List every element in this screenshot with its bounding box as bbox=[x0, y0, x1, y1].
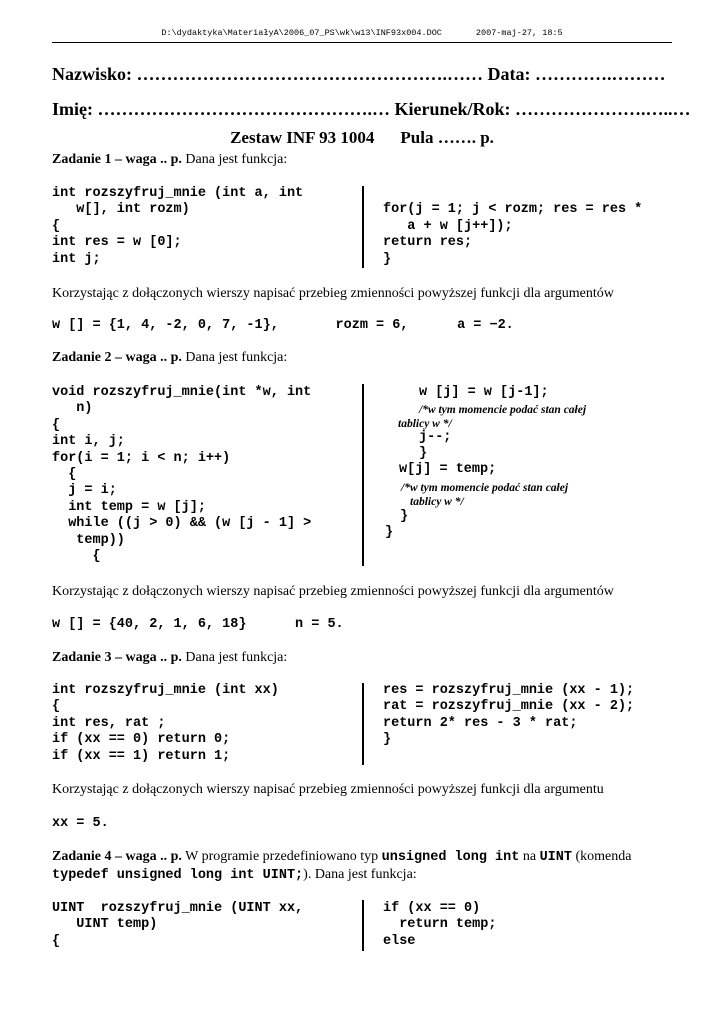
task-1-heading bbox=[52, 152, 287, 168]
task-1-intro: Dana jest funkcja: bbox=[181, 152, 288, 167]
task-2-intro: Dana jest funkcja: bbox=[181, 350, 288, 365]
task-4-inline-code: UINT bbox=[539, 850, 572, 865]
task-3-intro: Dana jest funkcja: bbox=[181, 650, 288, 665]
file-path: D:\dydaktyka\MateriałyA\2006_07_PS\wk\w13\INF93x004.DOC bbox=[161, 28, 442, 38]
task-1-code-right: for(j = 1; j < rozm; res = res * a + w [j++]); return res; } bbox=[383, 202, 643, 267]
code-line: w [j] = w [j-1]; bbox=[419, 385, 549, 400]
task-1-title: Zadanie 1 – waga .. p. bbox=[52, 152, 182, 167]
task-4-typedef-code: typedef unsigned long int UINT; bbox=[52, 868, 304, 883]
task-3-heading bbox=[52, 650, 287, 666]
task-1-arguments: w [] = {1, 4, -2, 0, 7, -1}, rozm = 6, a = −2. bbox=[52, 318, 514, 333]
task-4-inline-code: unsigned long int bbox=[381, 850, 520, 865]
task-2-title: Zadanie 2 – waga .. p. bbox=[52, 350, 182, 365]
task-3-code-right: res = rozszyfruj_mnie (xx - 1); rat = rozszyfruj_mnie (xx - 2); return 2* res - 3 * rat; } bbox=[383, 683, 635, 748]
task-2-code-right bbox=[0, 385, 724, 545]
code-comment: tablicy w */ bbox=[398, 418, 452, 430]
code-comment: /*w tym momencie podać stan całej bbox=[419, 404, 587, 416]
code-line: } bbox=[385, 525, 394, 540]
task-3-code-left: int rozszyfruj_mnie (int xx) { int res, rat ; if (xx == 0) return 0; if (xx == 1) return 1; bbox=[52, 683, 279, 764]
task-4-intro: (komenda bbox=[571, 849, 632, 864]
set-title: Zestaw INF 93 1004 bbox=[230, 128, 375, 147]
code-line: w[j] = temp; bbox=[399, 462, 497, 477]
code-line: } bbox=[400, 509, 409, 524]
code-line: } bbox=[419, 446, 428, 461]
task-2-code-left: void rozszyfruj_mnie(int *w, int n) { int i, j; for(i = 1; i < n; i++) { j = i; int temp = w [j]; while ((j > 0) && (w [j - 1] > temp)) { bbox=[52, 385, 312, 565]
task-2-instruction: Korzystając z dołączonych wierszy napisać przebieg zmienności powyższej funkcji dla argumentów bbox=[52, 584, 614, 599]
task-4-code-left: UINT rozszyfruj_mnie (UINT xx, UINT temp) { bbox=[52, 901, 304, 949]
code-comment: tablicy w */ bbox=[410, 496, 464, 508]
document-header bbox=[52, 28, 672, 43]
task-4-intro: W programie przedefiniowano typ bbox=[181, 849, 382, 864]
task-2-arguments: w [] = {40, 2, 1, 6, 18} n = 5. bbox=[52, 617, 344, 632]
task-1-divider bbox=[362, 186, 364, 268]
firstname-course-field: Imię: ……………………………………….… Kierunek/Rok: ………………….…..… bbox=[52, 99, 691, 119]
task-4-intro: na bbox=[519, 849, 540, 864]
task-4-title: Zadanie 4 – waga .. p. bbox=[52, 849, 182, 864]
task-4-intro: ). Dana jest funkcja: bbox=[303, 867, 417, 882]
task-4-heading-cont bbox=[52, 867, 417, 883]
set-title-line bbox=[0, 128, 724, 148]
task-4-divider bbox=[362, 900, 364, 951]
code-comment: /*w tym momencie podać stan całej bbox=[401, 482, 569, 494]
task-4-code-right: if (xx == 0) return temp; else bbox=[383, 901, 497, 949]
code-line: j--; bbox=[419, 430, 452, 445]
task-1-instruction: Korzystając z dołączonych wierszy napisać przebieg zmienności powyższej funkcji dla argumentów bbox=[52, 286, 614, 301]
task-2-heading bbox=[52, 350, 287, 366]
task-3-title: Zadanie 3 – waga .. p. bbox=[52, 650, 182, 665]
task-4-heading bbox=[52, 849, 631, 865]
print-date: 2007-maj-27, 18:5 bbox=[475, 28, 563, 38]
name-date-field: Nazwisko: …………………………………………….…… Data: ………….……… bbox=[52, 64, 666, 84]
task-1-code-left: int rozszyfruj_mnie (int a, int w[], int rozm) { int res = w [0]; int j; bbox=[52, 186, 304, 267]
task-3-divider bbox=[362, 683, 364, 765]
points-pool: Pula ……. p. bbox=[400, 128, 494, 147]
task-3-instruction: Korzystając z dołączonych wierszy napisać przebieg zmienności powyższej funkcji dla argumentu bbox=[52, 782, 604, 797]
task-3-arguments: xx = 5. bbox=[52, 816, 109, 831]
